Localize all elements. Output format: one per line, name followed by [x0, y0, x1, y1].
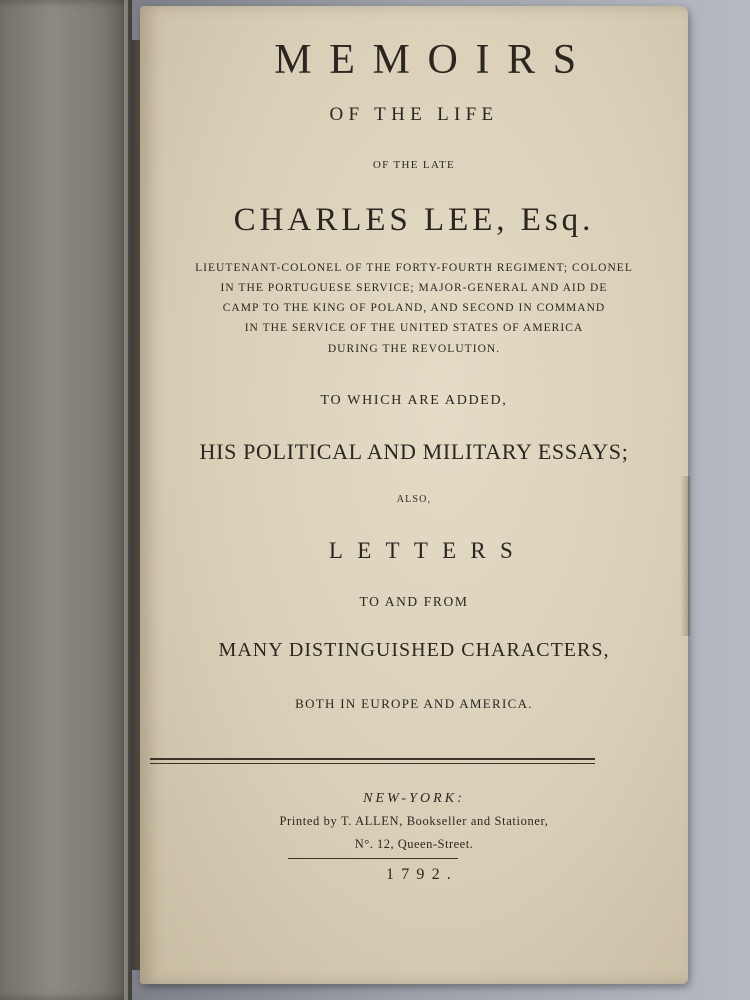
- double-rule-bottom: [150, 763, 595, 764]
- page-edge-wear: [680, 476, 690, 636]
- imprint-rule: [288, 858, 458, 859]
- description-line: IN THE PORTUGUESE SERVICE; MAJOR-GENERAL AND AID DE: [220, 282, 608, 294]
- title-memoirs: MEMOIRS: [274, 37, 594, 83]
- description-line: CAMP TO THE KING OF POLAND, AND SECOND IN COMMAND: [222, 302, 606, 314]
- imprint-address: N°. 12, Queen-Street.: [354, 837, 474, 851]
- description-line: IN THE SERVICE OF THE UNITED STATES OF AMERICA: [244, 322, 584, 334]
- title-of-the-life: OF THE LIFE: [329, 104, 499, 125]
- description-line: LIEUTENANT-COLONEL OF THE FORTY-FOURTH REGIMENT; COLONEL: [195, 262, 633, 274]
- imprint-printer: Printed by T. ALLEN, Bookseller and Stationer,: [279, 814, 549, 828]
- characters-heading: MANY DISTINGUISHED CHARACTERS,: [218, 639, 610, 661]
- letters-heading: LETTERS: [328, 538, 528, 563]
- also-label: ALSO,: [396, 494, 432, 505]
- imprint-place: NEW-YORK:: [363, 791, 465, 806]
- essays-heading: HIS POLITICAL AND MILITARY ESSAYS;: [199, 439, 629, 464]
- title-of-the-late: OF THE LATE: [372, 159, 456, 171]
- to-which-are-added: TO WHICH ARE ADDED,: [320, 393, 508, 408]
- title-page: [140, 6, 688, 984]
- description-line: DURING THE REVOLUTION.: [327, 343, 501, 355]
- europe-america-line: BOTH IN EUROPE AND AMERICA.: [295, 696, 533, 711]
- imprint-year: 1792.: [386, 866, 458, 883]
- subject-name: CHARLES LEE, Esq.: [233, 202, 595, 238]
- book-cover-board: [0, 0, 132, 1000]
- to-and-from-label: TO AND FROM: [359, 594, 469, 609]
- double-rule-top: [150, 758, 595, 760]
